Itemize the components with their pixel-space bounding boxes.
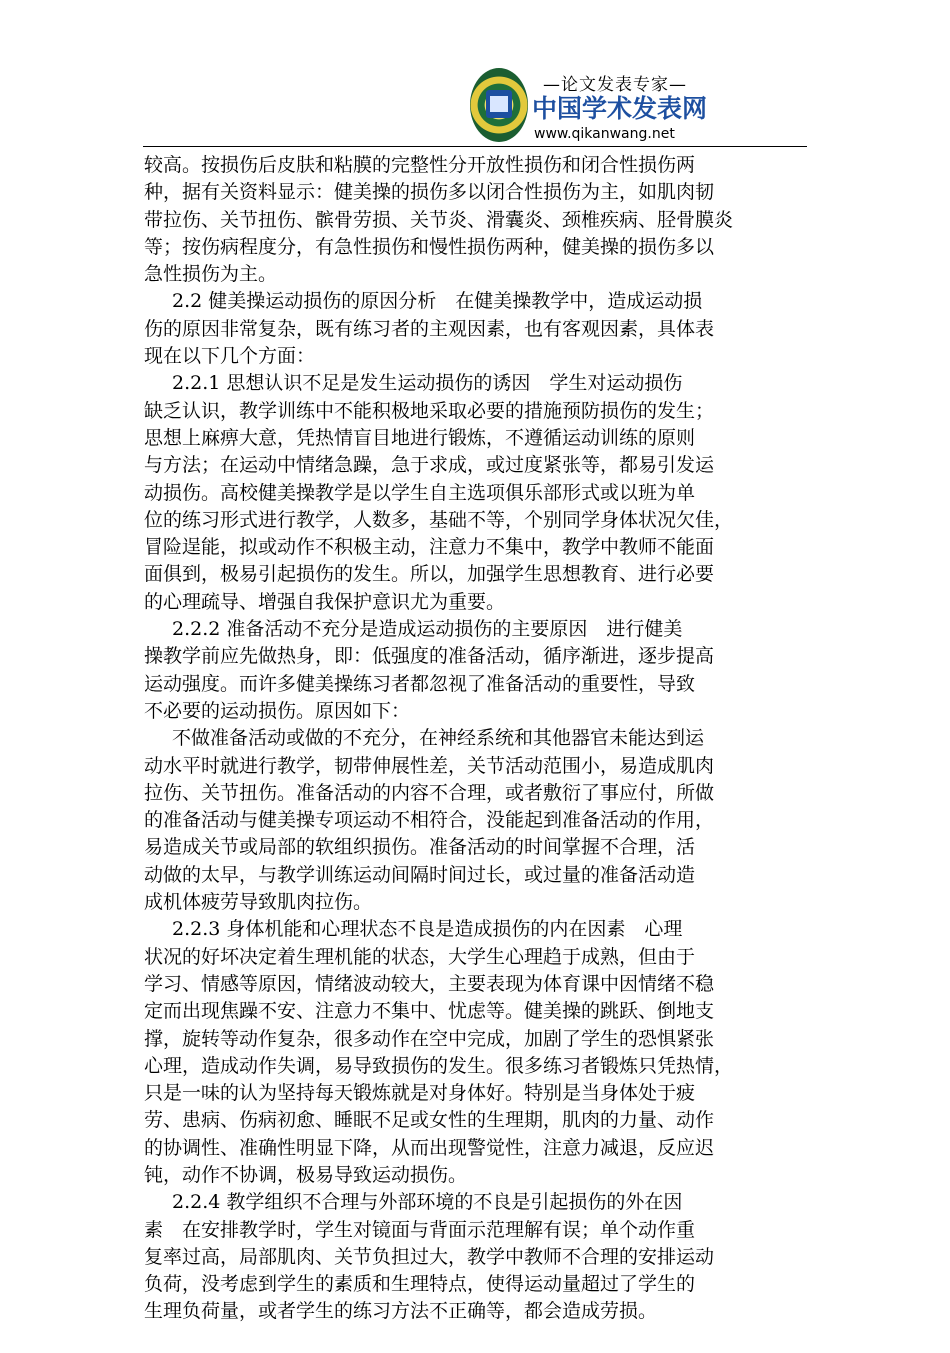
text-line: 伤的原因非常复杂，既有练习者的主观因素，也有客观因素，具体表 [144, 317, 715, 340]
text-line: 动水平时就进行教学，韧带伸展性差，关节活动范围小，易造成肌肉 [144, 754, 715, 777]
text-line: 易造成关节或局部的软组织损伤。准备活动的时间掌握不合理，活 [144, 836, 696, 859]
section-heading-2-2: 2.2 健美操运动损伤的原因分析 在健美操教学中，造成运动损 [172, 290, 703, 313]
header-rule [143, 146, 807, 147]
text-line: 生理负荷量，或者学生的练习方法不正确等，都会造成劳损。 [144, 1300, 658, 1323]
text-line: 冒险逞能，拟或动作不积极主动，注意力不集中，教学中教师不能面 [144, 536, 715, 559]
text-line: 状况的好坏决定着生理机能的状态，大学生心理趋于成熟，但由于 [144, 945, 696, 968]
section-heading-2-2-2: 2.2.2 准备活动不充分是造成运动损伤的主要原因 进行健美 [172, 618, 683, 641]
text-line: 运动强度。而许多健美操练习者都忽视了准备活动的重要性，导致 [144, 672, 696, 695]
text-line: 的准备活动与健美操专项运动不相符合，没能起到准备活动的作用， [144, 809, 715, 832]
text-line: 位的练习形式进行教学，人数多，基础不等，个别同学身体状况欠佳， [144, 508, 734, 531]
text-line: 种，据有关资料显示：健美操的损伤多以闭合性损伤为主，如肌肉韧 [144, 181, 715, 204]
text-line: 急性损伤为主。 [144, 263, 278, 286]
text-line: 面俱到，极易引起损伤的发生。所以，加强学生思想教育、进行必要 [144, 563, 715, 586]
text-line: 动损伤。高校健美操教学是以学生自主选项俱乐部形式或以班为单 [144, 481, 696, 504]
text-line: 钝，动作不协调，极易导致运动损伤。 [144, 1163, 468, 1186]
text-line: 不必要的运动损伤。原因如下： [144, 699, 411, 722]
text-line: 等；按伤病程度分，有急性损伤和慢性损伤两种，健美操的损伤多以 [144, 235, 715, 258]
text-line: 的心理疏导、增强自我保护意识尤为重要。 [144, 590, 506, 613]
section-heading-2-2-1: 2.2.1 思想认识不足是发生运动损伤的诱因 学生对运动损伤 [172, 372, 683, 395]
text-line: 的协调性、准确性明显下降，从而出现警觉性，注意力减退，反应迟 [144, 1136, 715, 1159]
document-body [144, 152, 804, 1353]
academic-seal-icon [470, 68, 528, 142]
logo-brand-name: 中国学术发表网 [532, 94, 708, 123]
text-line: 现在以下几个方面： [144, 345, 316, 368]
text-line: 不做准备活动或做的不充分，在神经系统和其他器官未能达到运 [172, 727, 705, 750]
section-heading-2-2-4: 2.2.4 教学组织不合理与外部环境的不良是引起损伤的外在因 [172, 1191, 683, 1214]
text-line: 思想上麻痹大意，凭热情盲目地进行锻炼，不遵循运动训练的原则 [144, 426, 696, 449]
logo-tagline: —论文发表专家— [543, 75, 687, 95]
text-line [144, 1326, 804, 1353]
text-line: 复率过高，局部肌肉、关节负担过大，教学中教师不合理的安排运动 [144, 1245, 715, 1268]
text-line: 缺乏认识，教学训练中不能积极地采取必要的措施预防损伤的发生； [144, 399, 715, 422]
text-line: 较高。按损伤后皮肤和粘膜的完整性分开放性损伤和闭合性损伤两 [144, 154, 696, 176]
text-line: 学习、情感等原因，情绪波动较大，主要表现为体育课中因情绪不稳 [144, 972, 715, 995]
text-line: 心理，造成动作失调，易导致损伤的发生。很多练习者锻炼只凭热情， [144, 1054, 734, 1077]
text-line: 撑，旋转等动作复杂，很多动作在空中完成，加剧了学生的恐惧紧张 [144, 1027, 715, 1050]
text-line: 成机体疲劳导致肌肉拉伤。 [144, 891, 373, 914]
text-line: 素 在安排教学时，学生对镜面与背面示范理解有误；单个动作重 [144, 1218, 696, 1241]
text-line: 动做的太早，与教学训练运动间隔时间过长，或过量的准备活动造 [144, 863, 696, 886]
text-line: 劳、患病、伤病初愈、睡眠不足或女性的生理期，肌肉的力量、动作 [144, 1109, 715, 1132]
text-line: 操教学前应先做热身，即：低强度的准备活动，循序渐进，逐步提高 [144, 645, 715, 668]
section-heading-2-2-3: 2.2.3 身体机能和心理状态不良是造成损伤的内在因素 心理 [172, 918, 683, 941]
site-logo-banner [470, 68, 708, 144]
text-line: 负荷，没考虑到学生的素质和生理特点，使得运动量超过了学生的 [144, 1273, 696, 1296]
text-line: 拉伤、关节扭伤。准备活动的内容不合理，或者敷衍了事应付，所做 [144, 781, 715, 804]
logo-url: www.qikanwang.net [534, 126, 675, 142]
text-line: 带拉伤、关节扭伤、髌骨劳损、关节炎、滑囊炎、颈椎疾病、胫骨膜炎 [144, 208, 734, 231]
text-line: 定而出现焦躁不安、注意力不集中、忧虑等。健美操的跳跃、倒地支 [144, 1000, 715, 1023]
text-line: 只是一味的认为坚持每天锻炼就是对身体好。特别是当身体处于疲 [144, 1082, 696, 1105]
text-line: 与方法；在运动中情绪急躁，急于求成，或过度紧张等，都易引发运 [144, 454, 715, 477]
